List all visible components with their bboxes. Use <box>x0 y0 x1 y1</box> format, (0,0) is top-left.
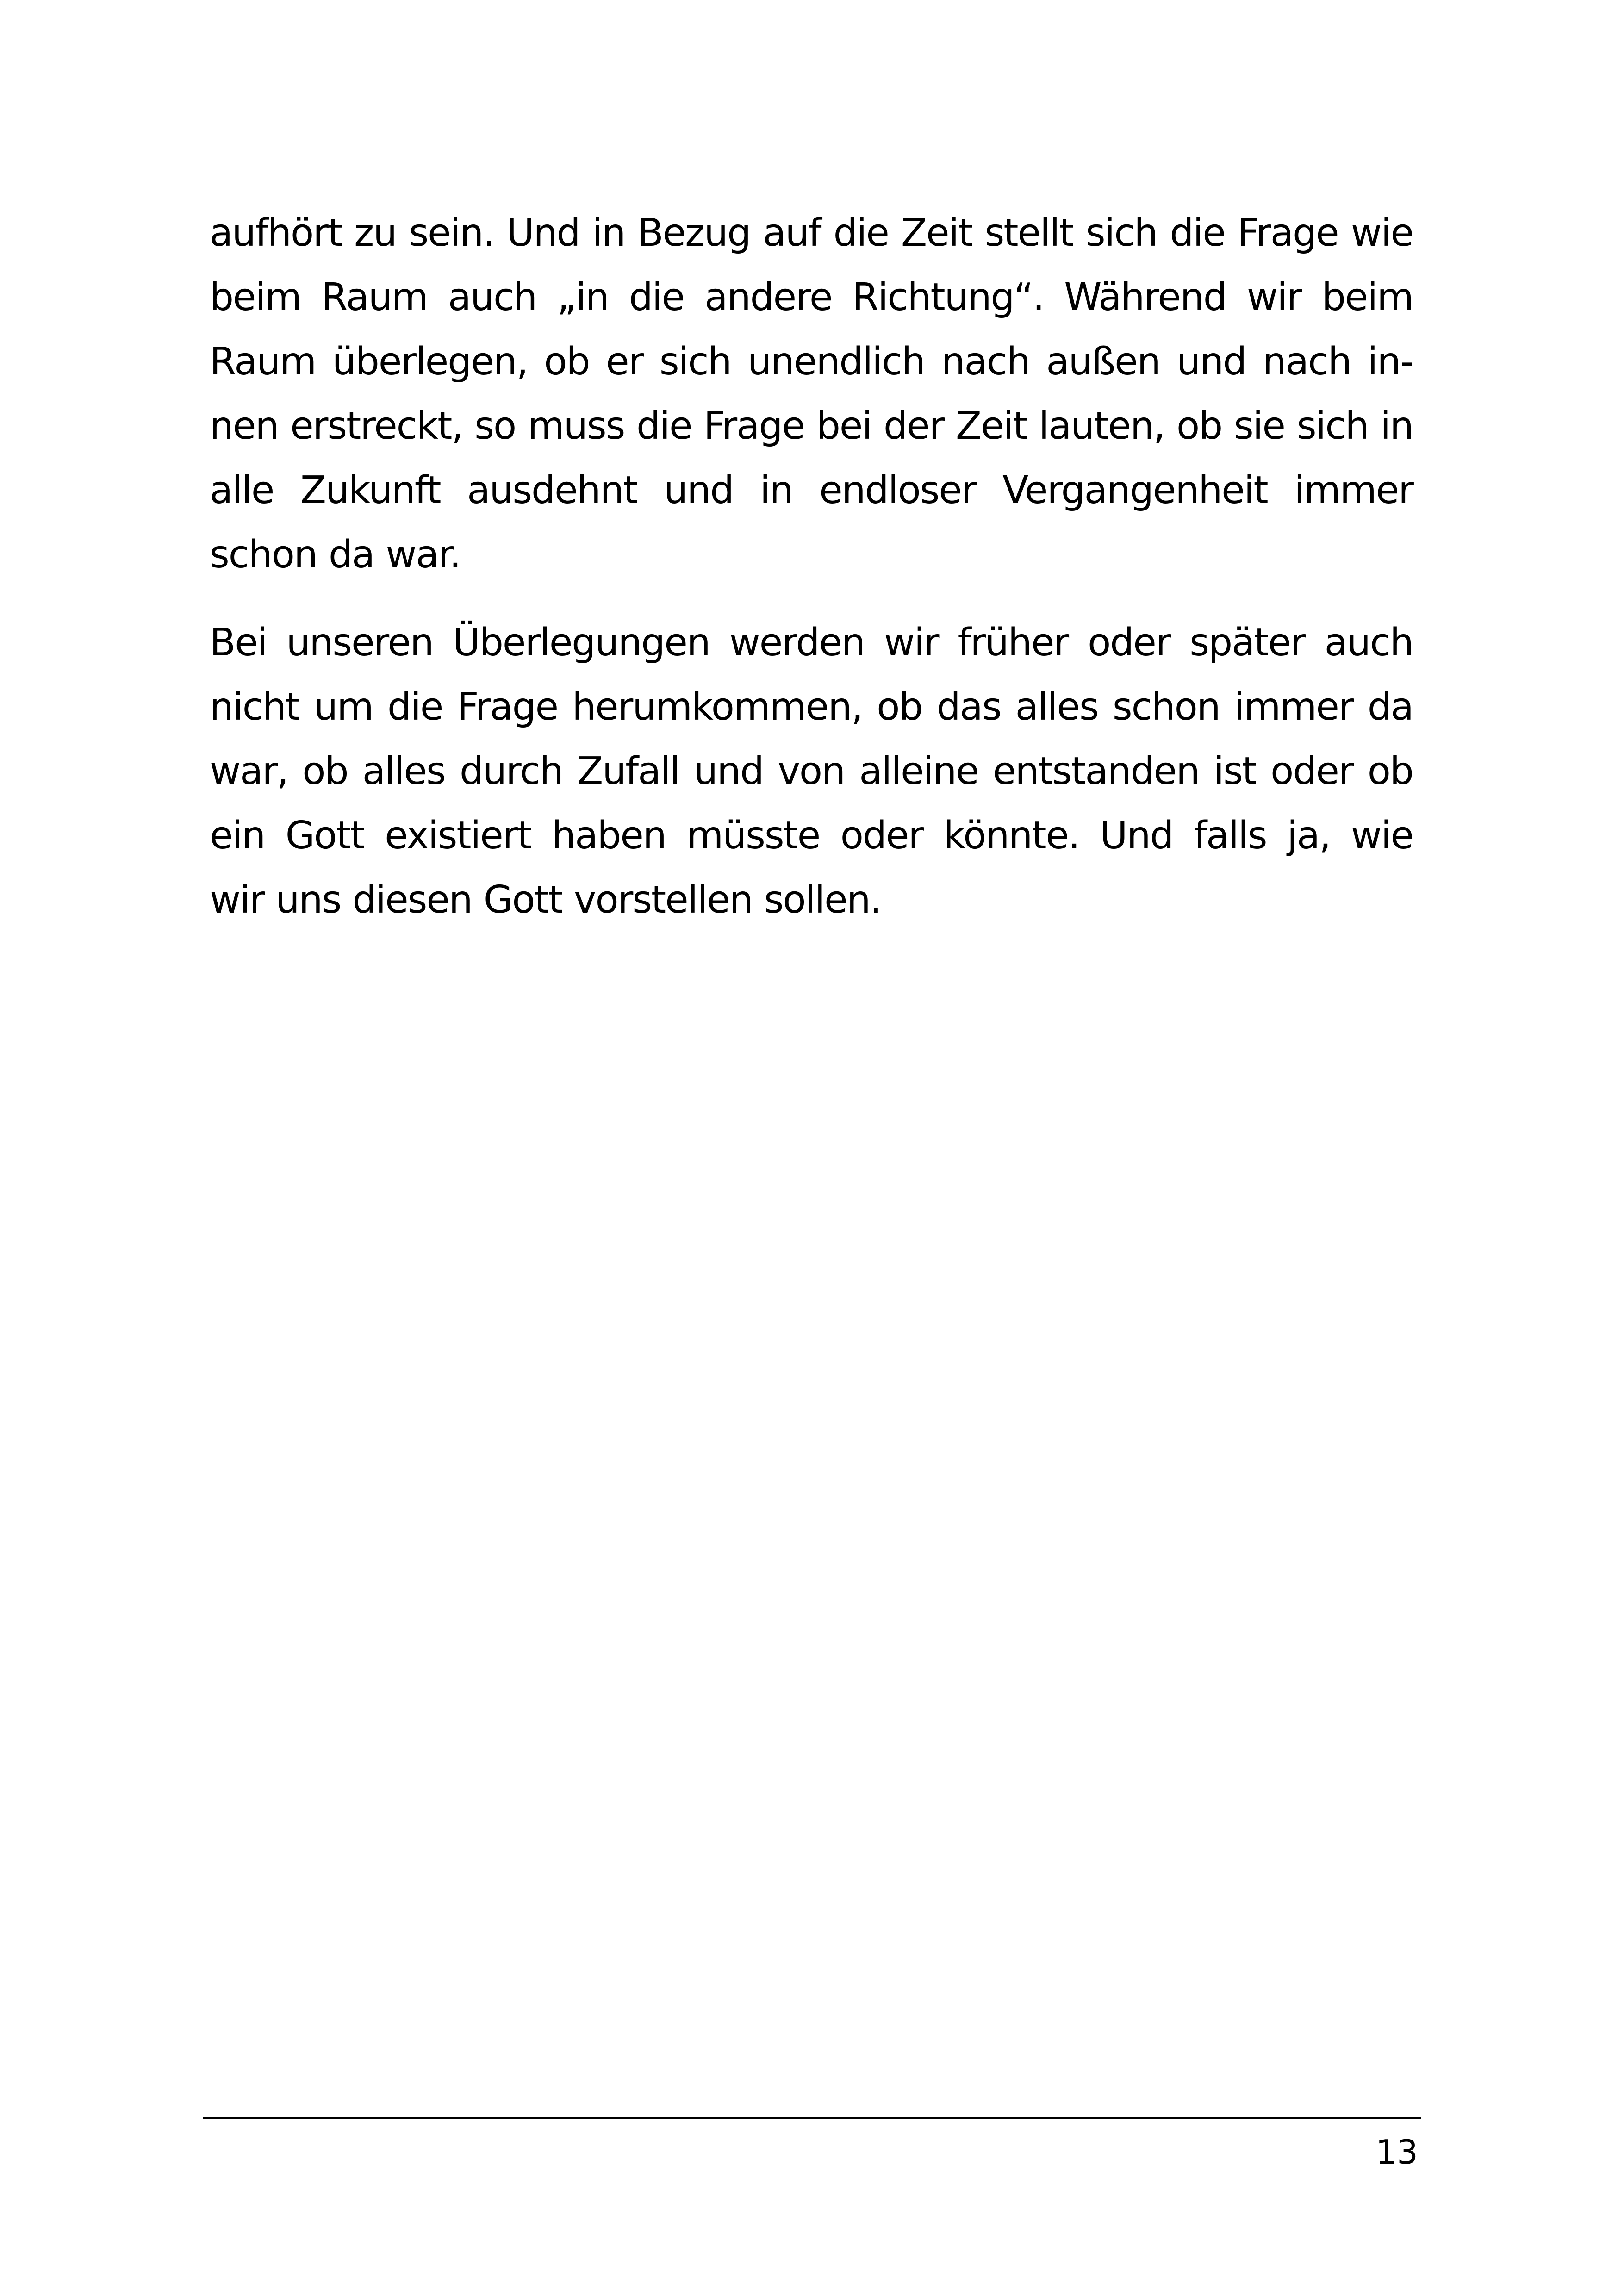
text-line: nen erstreckt, so muss die Frage bei der Zeit lauten, ob sie sich in <box>210 404 1413 448</box>
text-line: nicht um die Frage herumkommen, ob das alles schon immer da <box>210 685 1413 729</box>
page-number: 13 <box>1375 2133 1418 2172</box>
text-line: Bei unseren Überlegungen werden wir früher oder später auch <box>210 621 1413 665</box>
text-line: alle Zukunft ausdehnt und in endloser Vergangenheit immer <box>210 468 1413 512</box>
text-line: beim Raum auch „in die andere Richtung“. Während wir beim <box>210 275 1413 319</box>
text-line: ein Gott existiert haben müsste oder könnte. Und falls ja, wie <box>210 814 1413 858</box>
text-line: aufhört zu sein. Und in Bezug auf die Zeit stellt sich die Frage wie <box>210 211 1413 255</box>
text-line: wir uns diesen Gott vorstellen sollen. <box>210 878 881 922</box>
paragraph <box>210 610 1413 932</box>
footer-divider <box>203 2117 1421 2119</box>
paragraph <box>210 201 1413 587</box>
text-line: schon da war. <box>210 533 461 577</box>
text-line: Raum überlegen, ob er sich unendlich nach außen und nach in- <box>210 340 1413 384</box>
text-line: war, ob alles durch Zufall und von alleine entstanden ist oder ob <box>210 749 1413 793</box>
page-body-text <box>210 201 1413 932</box>
